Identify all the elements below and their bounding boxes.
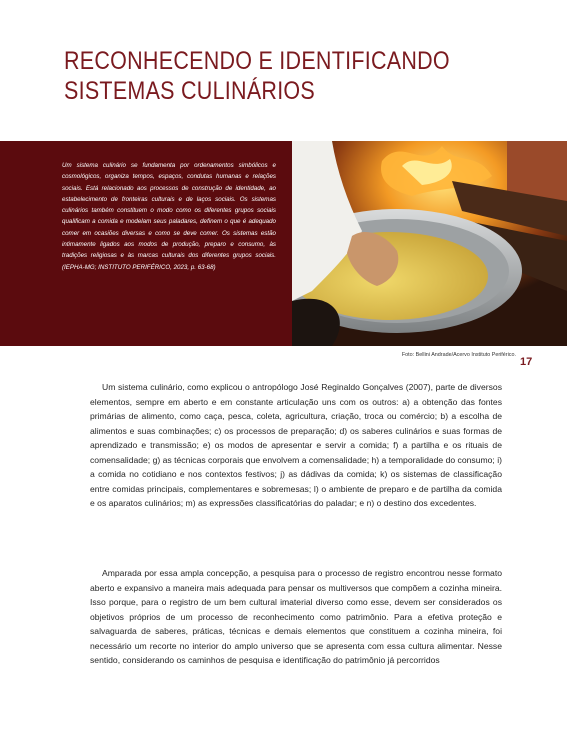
cooking-photo [292, 141, 567, 346]
quote-text: Um sistema culinário se fundamenta por ordenamentos simbólicos e cosmológicos, organiza tempos, espaços, condutas humanas e relações sociais. Está relacionado aos processos de construção de identidade, ao estabelecimento de fronteiras culturais e de laços sociais. Os sistemas culinários também constituem o modo como os diferentes grupos sociais qualificam a comida e modelam seus paladares, definem o que é adequado comer em ocasiões diversas e como se deve comer. Os sistemas estão intimamente ligados aos modos de produção, preparo e consumo, às tradições religiosas e às marcas culturais dos diferentes grupos sociais. (IEPHA-MG; INSTITUTO PERIFÉRICO, 2023, p. 63-68) [62, 162, 276, 271]
chapter-title-line-1: RECONHECENDO E IDENTIFICANDO [64, 47, 450, 75]
quote-panel [0, 141, 298, 346]
body-paragraph-1: Um sistema culinário, como explicou o antropólogo José Reginaldo Gonçalves (2007), parte de diversos elementos, sempre em aberto e em constante articulação uns com os outros: a) a obtenção das fontes primárias de alimento, como caça, pesca, coleta, agricultura, criação, troca ou comércio; b) a escolha de alimentos e suas combinações; c) os processos de preparação; d) os saberes culinários e suas formas de aprendizado e transmissão; e) os modos de apresentar e servir a comida; f) a partilha e os rituais de comensalidade; g) as técnicas corporais que envolvem a comensalidade; h) a temporalidade do consumo; i) a comida no cotidiano e nos contextos festivos; j) as dádivas da comida; k) os sistemas de classificação entre comidas principais, complementares e sobremesas; l) o ambiente de preparo e de partilha da comida e os aparatos culinários; m) as expressões classificatórias do paladar; e n) o destino dos excedentes. [90, 382, 502, 508]
chapter-title [64, 46, 450, 106]
chapter-title-line-2: SISTEMAS CULINÁRIOS [64, 77, 316, 105]
photo-credit: Foto: Bellini Andrade/Acervo Instituto Periférico. [401, 352, 516, 358]
quote-photo-band [0, 141, 567, 346]
body-paragraph-2: Amparada por essa ampla concepção, a pesquisa para o processo de registro encontrou nesse formato aberto e expansivo a maneira mais adequada para pensar os multiversos que compõem a cozinha mineira. Isso porque, para o registro de um bem cultural imaterial diverso como esse, devem ser considerados os objetivos próprios de um processo de reconhecimento como patrimônio. Para a efetiva proteção e salvaguarda de saberes, práticas, técnicas e demais elementos que constituem a cozinha mineira, foi necessário um recorte no interior do amplo universo que se apresenta com essa cultura alimentar. Nesse sentido, considerando os caminhos de pesquisa e identificação do patrimônio já percorridos [90, 568, 502, 665]
page-number: 17 [520, 356, 533, 368]
